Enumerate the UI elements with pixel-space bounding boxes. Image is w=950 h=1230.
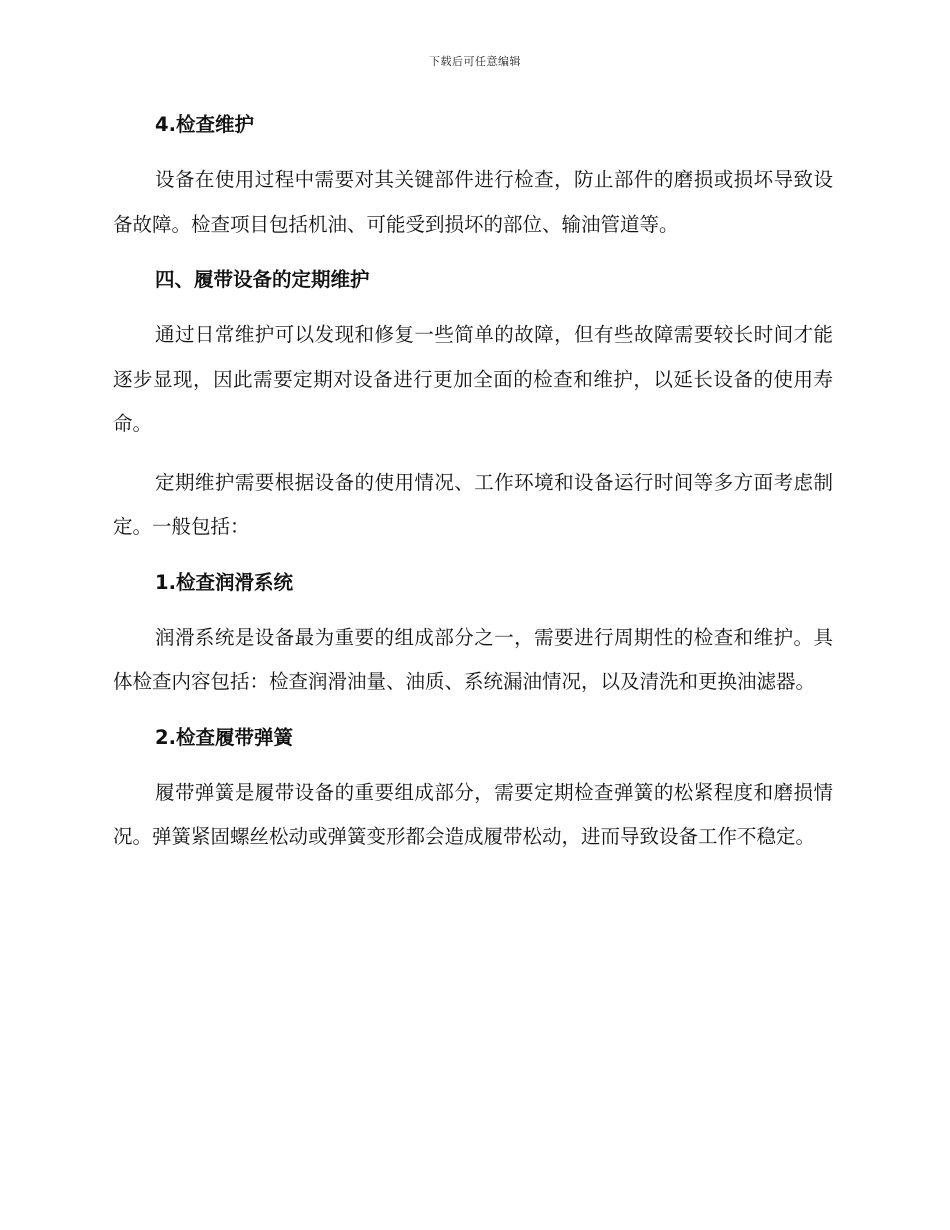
section-heading-inspection: 4.检查维护	[155, 113, 254, 136]
section-heading-periodic-maintenance: 四、履带设备的定期维护	[155, 268, 370, 291]
section-heading-track-spring: 2.检查履带弹簧	[155, 725, 293, 749]
document-body	[113, 110, 833, 860]
paragraph-track-spring: 履带弹簧是履带设备的重要组成部分，需要定期检查弹簧的松紧程度和磨损情况。弹簧紧固螺丝松动或弹簧变形都会造成履带松动，进而导致设备工作不稳定。	[113, 780, 833, 848]
paragraph-inspection: 设备在使用过程中需要对其关键部件进行检查，防止部件的磨损或损坏导致设备故障。检查项目包括机油、可能受到损坏的部位、输油管道等。	[113, 168, 833, 236]
paragraph-periodic-intro: 通过日常维护可以发现和修复一些简单的故障，但有些故障需要较长时间才能逐步显现，因此需要定期对设备进行更加全面的检查和维护，以延长设备的使用寿命。	[113, 323, 833, 435]
paragraph-periodic-scope: 定期维护需要根据设备的使用情况、工作环境和设备运行时间等多方面考虑制定。一般包括：	[113, 470, 833, 538]
page-header-note: 下载后可任意编辑	[429, 55, 521, 68]
section-heading-lubrication: 1.检查润滑系统	[155, 570, 293, 594]
paragraph-lubrication: 润滑系统是设备最为重要的组成部分之一，需要进行周期性的检查和维护。具体检查内容包括：检查润滑油量、油质、系统漏油情况，以及清洗和更换油滤器。	[113, 625, 833, 693]
